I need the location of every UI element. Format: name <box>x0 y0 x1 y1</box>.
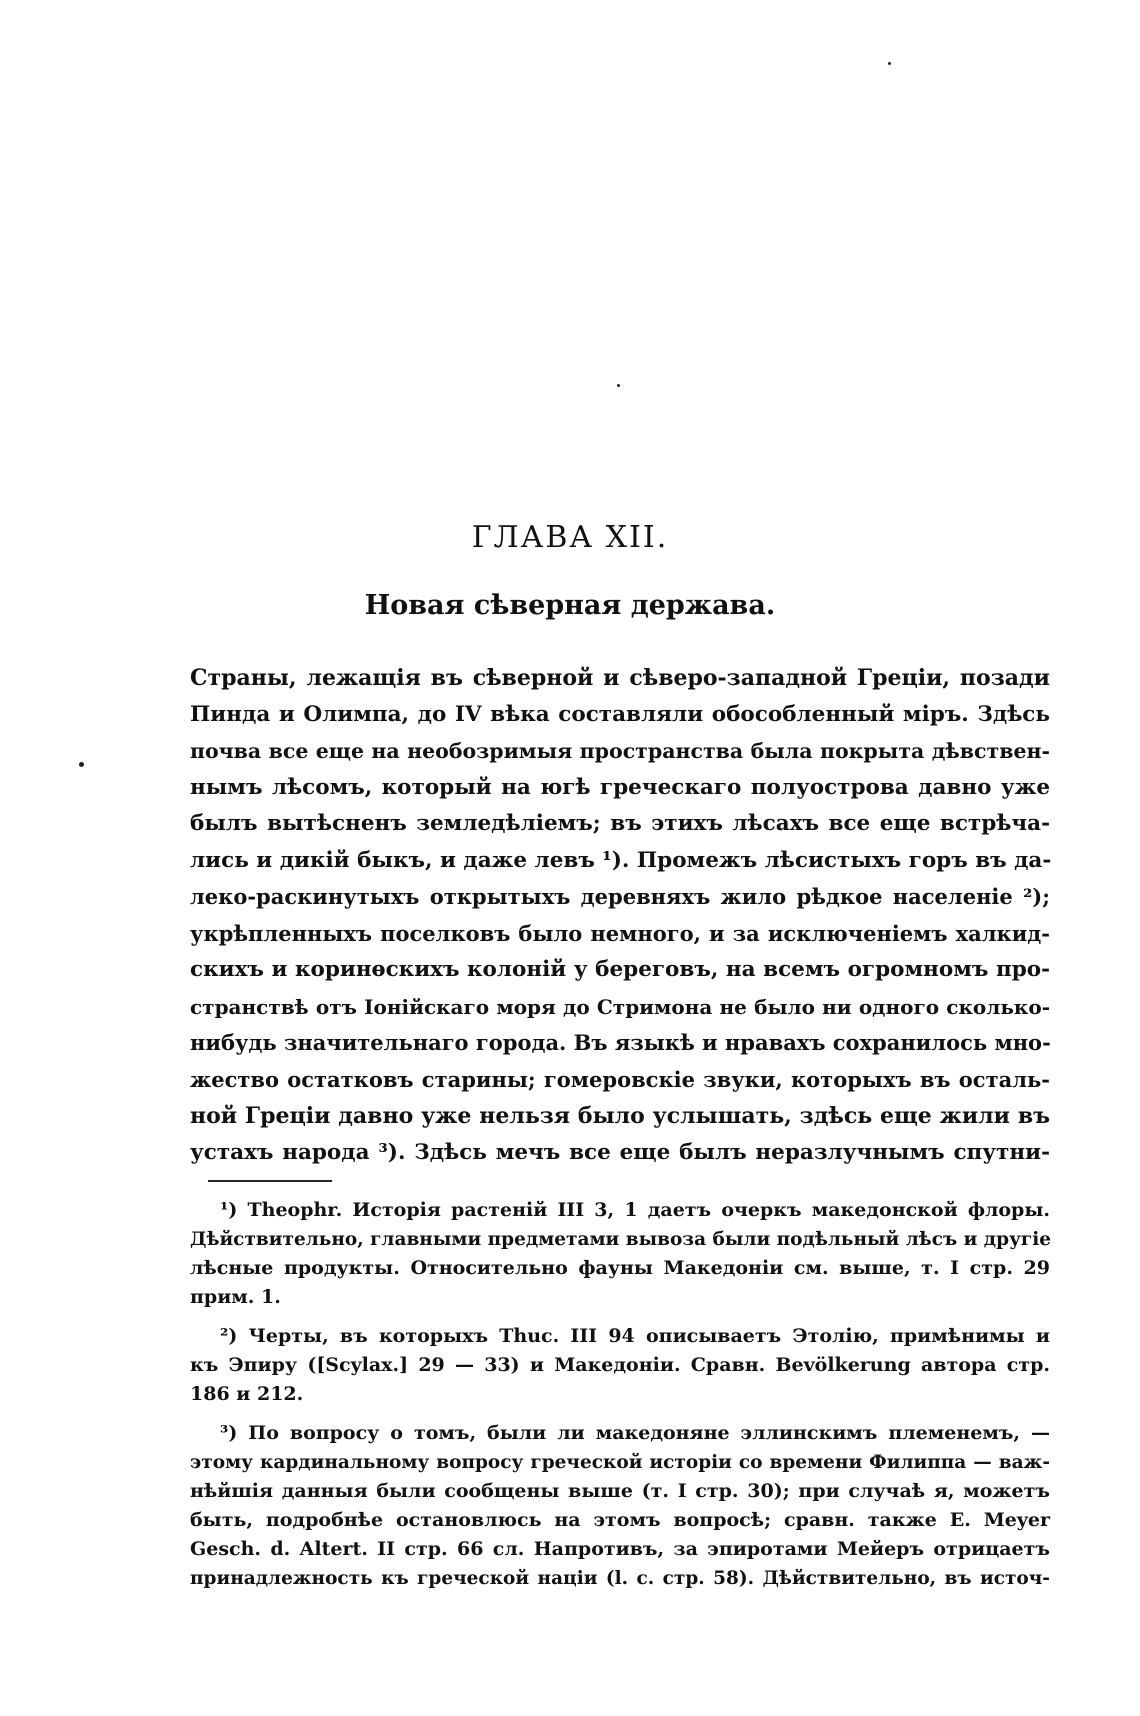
footnote-line: Дѣйствительно, главными предметами вывоза были подѣльный лѣсъ и другіе <box>190 1229 1052 1250</box>
footnote-line: ¹) Theophr. Исторія растеній III 3, 1 даетъ очеркъ македонской флоры. <box>220 1199 1050 1221</box>
chapter-subtitle: Новая сѣверная держава. <box>364 590 776 621</box>
body-text <box>190 660 1050 1171</box>
footnote-line: ³) По вопросу о томъ, были ли македоняне эллинскимъ племенемъ, — <box>220 1422 1050 1444</box>
body-line: лись и дикій быкъ, и даже левъ ¹). Промежъ лѣсистыхъ горъ въ да- <box>190 847 1052 873</box>
footnotes <box>190 1196 1050 1593</box>
scan-speck <box>617 384 620 387</box>
body-line: жество остатковъ старины; гомеровскіе звуки, которыхъ въ осталь- <box>190 1066 1050 1092</box>
body-line: леко-раскинутыхъ открытыхъ деревняхъ жило рѣдкое населеніе ²); <box>190 884 1050 909</box>
body-line: нибудь значительнаго города. Въ языкѣ и нравахъ сохранилось мно- <box>190 1030 1051 1055</box>
footnote-line: прим. 1. <box>190 1286 281 1308</box>
body-line: Пинда и Олимпа, до IV вѣка составляли обособленный міръ. Здѣсь <box>190 701 1050 727</box>
footnote-2 <box>190 1322 1050 1409</box>
footnote-line: лѣсные продукты. Относительно фауны Македоніи см. выше, т. I стр. 29 <box>190 1257 1050 1279</box>
chapter-title: ГЛАВА XII. <box>471 520 669 555</box>
body-line: укрѣпленныхъ поселковъ было немного, и за исключеніемъ халкид- <box>190 920 1050 946</box>
footnote-line: ²) Черты, въ которыхъ Thuc. III 94 описываетъ Этолію, примѣнимы и <box>220 1325 1050 1347</box>
footnote-line: этому кардинальному вопросу греческой исторіи со времени Филиппа — важ- <box>190 1452 1050 1473</box>
footnote-1 <box>190 1196 1050 1312</box>
footnote-line: быть, подробнѣе остановлюсь на этомъ вопросѣ; сравн. также E. Meyer <box>190 1509 1050 1531</box>
footnote-line: 186 и 212. <box>190 1383 304 1405</box>
footnote-3 <box>190 1419 1050 1593</box>
scan-speck <box>79 762 84 767</box>
body-line: былъ вытѣсненъ земледѣліемъ; въ этихъ лѣсахъ все еще встрѣча- <box>190 811 1050 836</box>
body-line: нымъ лѣсомъ, который на югѣ греческаго полуострова давно уже <box>190 774 1050 800</box>
footnote-line: принадлежность къ греческой націи (l. c. стр. 58). Дѣйствительно, въ источ- <box>190 1568 1050 1589</box>
footnote-line: Gesch. d. Altert. II стр. 66 сл. Напротивъ, за эпиротами Мейеръ отрицаетъ <box>190 1538 1050 1560</box>
body-line: Страны, лежащія въ сѣверной и сѣверо-западной Греціи, позади <box>190 665 1050 691</box>
body-line: устахъ народа ³). Здѣсь мечъ все еще былъ неразлучнымъ спутни- <box>190 1139 1050 1165</box>
footnote-line: къ Эпиру ([Scylax.] 29 — 33) и Македоніи. Сравн. Bevölkerung автора стр. <box>190 1354 1050 1376</box>
body-line: почва все еще на необозримыя пространства была покрыта дѣвствен- <box>190 739 1050 763</box>
body-line: ной Греціи давно уже нельзя было услышать, здѣсь еще жили въ <box>190 1103 1050 1129</box>
footnote-divider <box>208 1180 332 1182</box>
scan-speck <box>888 62 891 65</box>
footnote-line: нѣйшія данныя были сообщены выше (т. I стр. 30); при случаѣ я, можетъ <box>190 1480 1050 1502</box>
body-line: странствѣ отъ Іонійскаго моря до Стримона не было ни одного сколько- <box>190 994 1050 1019</box>
body-line: скихъ и коринѳскихъ колоній у береговъ, на всемъ огромномъ про- <box>190 957 1050 982</box>
